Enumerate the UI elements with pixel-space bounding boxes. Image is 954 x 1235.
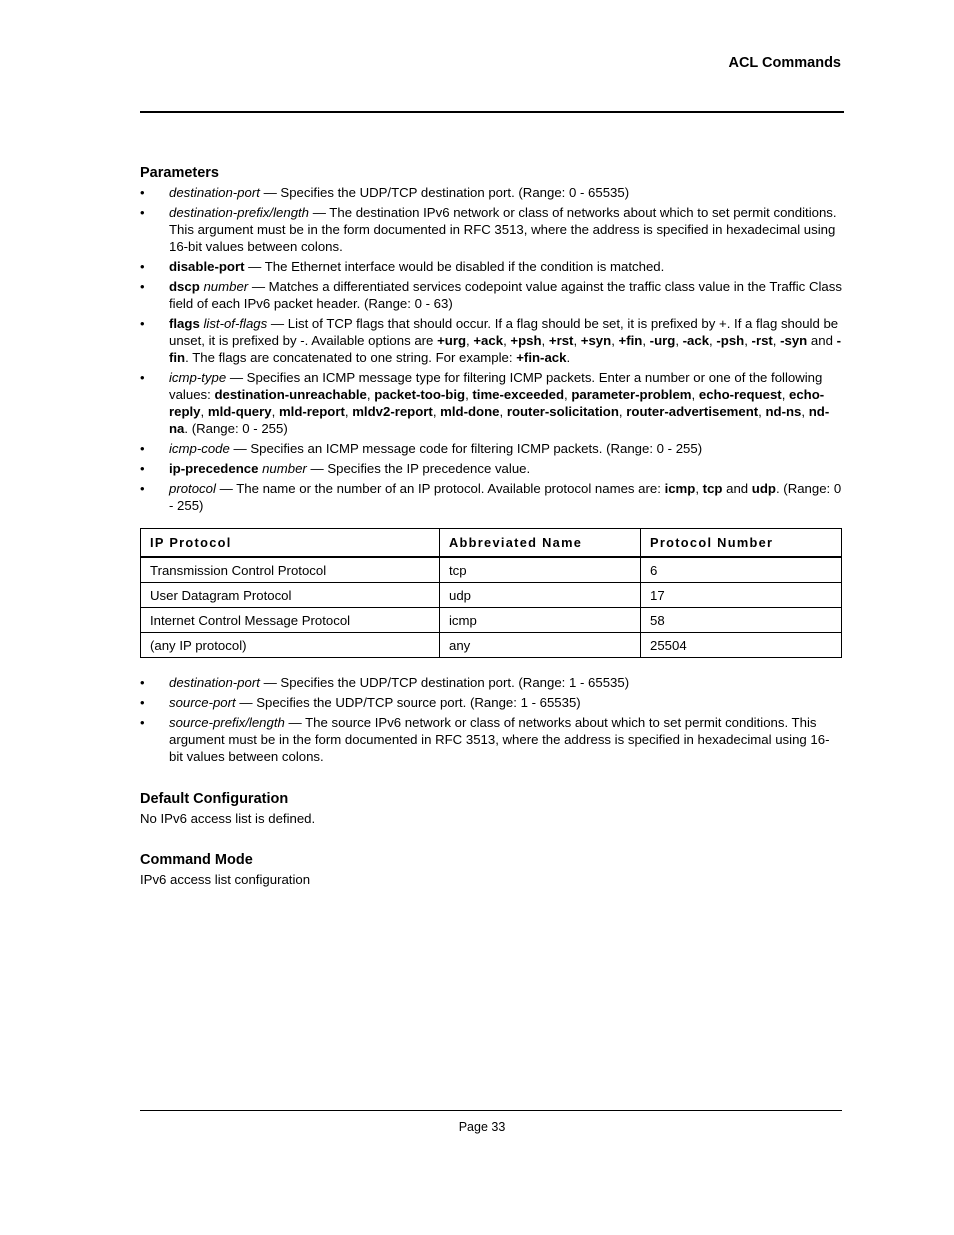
flag-option: -psh — [716, 333, 745, 348]
param-arg: list-of-flags — [203, 316, 268, 331]
param-desc: — Specifies an ICMP message code for filtering ICMP packets. (Range: 0 - 255) — [229, 441, 703, 456]
flag-option: -fin — [169, 333, 841, 365]
bullet-icon: • — [140, 316, 145, 331]
param-keyword: dscp — [169, 279, 200, 294]
bullet-icon: • — [140, 461, 145, 476]
param-keyword: flags — [169, 316, 200, 331]
flag-option: +fin — [618, 333, 643, 348]
param-desc: — The destination IPv6 network or class of networks about which to set permit conditions. This argument must be in the form documented in RFC 3513, where the address is specified in hexadecimal using 16-bit values between colons. — [169, 205, 837, 254]
icmp-value: router-advertisement — [626, 404, 759, 419]
default-configuration-text: No IPv6 access list is defined. — [140, 811, 316, 826]
icmp-value: packet-too-big — [374, 387, 466, 402]
bullet-icon: • — [140, 205, 145, 220]
bullet-icon: • — [140, 441, 145, 456]
flag-example: +fin-ack — [516, 350, 567, 365]
footer-divider — [140, 1110, 842, 1111]
table-cell: udp — [440, 583, 641, 608]
param-desc: . (Range: 0 - 255) — [169, 481, 842, 513]
bullet-icon: • — [140, 370, 145, 385]
page-number: Page 33 — [458, 1120, 506, 1134]
table-cell: Transmission Control Protocol — [141, 557, 440, 583]
table-cell: User Datagram Protocol — [141, 583, 440, 608]
table-row — [141, 608, 842, 633]
param-name: destination-prefix/length — [169, 205, 310, 220]
param-desc: . The flags are concatenated to one string. For example: — [185, 350, 517, 365]
param-icmp-code — [140, 440, 842, 457]
param-desc: — Specifies the IP precedence value. — [306, 461, 531, 476]
flag-option: +ack — [473, 333, 504, 348]
param-arg: number — [262, 461, 307, 476]
page-content — [140, 164, 842, 888]
icmp-value: nd-na — [169, 404, 830, 436]
flag-option: +rst — [548, 333, 574, 348]
param-desc: — Matches a differentiated services codepoint value against the traffic class value in the Traffic Class field of each IPv6 packet header. (Range: 0 - 63) — [169, 279, 842, 311]
table-cell: 25504 — [641, 633, 842, 658]
header-divider — [140, 111, 844, 113]
bullet-icon: • — [140, 675, 145, 690]
param-icmp-type: • icmp-type — Specifies an ICMP message type for filtering ICMP packets. Enter a number or one of the following values: destination-unreachable, packet-too-big, time-exceeded, parameter-problem, echo-request, echo-reply, mld-query, mld-report, mldv2-report, mld-done, router-solicitation, router-advertisement, nd-ns, nd-na. (Range: 0 - 255) — [140, 370, 830, 436]
icmp-value: time-exceeded — [472, 387, 565, 402]
table-cell: 17 — [641, 583, 842, 608]
flag-option: -syn — [780, 333, 808, 348]
bullet-icon: • — [140, 481, 145, 496]
table-row — [141, 583, 842, 608]
column-header: Abbreviated Name — [440, 529, 641, 558]
flag-option: -ack — [682, 333, 710, 348]
param-name: icmp-code — [169, 441, 230, 456]
icmp-value: mldv2-report — [352, 404, 433, 419]
table-cell: 6 — [641, 557, 842, 583]
spacer — [140, 768, 842, 790]
table-cell: tcp — [440, 557, 641, 583]
param-desc: — List of TCP flags that should occur. If a flag should be set, it is prefixed by +. If a flag should be unset, it is prefixed by -. Available options are — [169, 316, 839, 348]
param-name: protocol — [169, 481, 216, 496]
bullet-icon: • — [140, 715, 145, 730]
param-source-prefix — [140, 714, 842, 765]
page-header-title: ACL Commands — [728, 55, 841, 71]
bullet-icon: • — [140, 185, 145, 200]
column-header: IP Protocol — [141, 529, 440, 558]
default-configuration-heading: Default Configuration — [140, 791, 289, 807]
param-destination-prefix — [140, 204, 842, 255]
table-cell: Internet Control Message Protocol — [141, 608, 440, 633]
icmp-value: echo-reply — [169, 387, 825, 419]
param-keyword: ip-precedence — [169, 461, 259, 476]
table-header-row — [141, 529, 842, 558]
icmp-value: parameter-problem — [571, 387, 692, 402]
param-flags: • flags list-of-flags — List of TCP flags that should occur. If a flag should be set, it is prefixed by +. If a flag should be unset, it is prefixed by -. Available options are +urg, +ack, +psh, +rst, +syn, +fin, -urg, -ack, -psh, -rst, -syn and -fin. The flags are concatenated to one string. For example: +fin-ack. — [140, 316, 841, 365]
param-ip-precedence — [140, 460, 842, 477]
icmp-value: nd-ns — [765, 404, 802, 419]
protocol-name: udp — [751, 481, 776, 496]
flag-option: -urg — [649, 333, 676, 348]
param-desc: — Specifies the UDP/TCP destination port. (Range: 1 - 65535) — [259, 675, 630, 690]
param-desc: — Specifies an ICMP message type for filtering ICMP packets. Enter a number or one of the following values: — [169, 370, 823, 402]
icmp-value: mld-report — [278, 404, 345, 419]
column-header: Protocol Number — [641, 529, 842, 558]
spacer — [140, 827, 842, 851]
parameters-heading: Parameters — [140, 165, 219, 181]
icmp-value: mld-query — [207, 404, 272, 419]
table-row — [141, 557, 842, 583]
param-name: destination-port — [169, 185, 260, 200]
table-cell: 58 — [641, 608, 842, 633]
protocol-name: tcp — [702, 481, 723, 496]
param-desc: — The source IPv6 network or class of networks about which to set permit conditions. This argument must be in the form documented in RFC 3513, where the address is specified in hexadecimal using 16-bit values between colons. — [169, 715, 830, 764]
param-dscp — [140, 278, 842, 312]
icmp-value: router-solicitation — [506, 404, 619, 419]
param-protocol: • protocol — The name or the number of an IP protocol. Available protocol names are: icmp, tcp and udp. (Range: 0 - 255) — [140, 481, 842, 513]
protocol-name: icmp — [664, 481, 696, 496]
flag-option: +psh — [510, 333, 542, 348]
param-name: source-prefix/length — [169, 715, 285, 730]
param-desc: — The Ethernet interface would be disabled if the condition is matched. — [244, 259, 665, 274]
command-mode-heading: Command Mode — [140, 852, 253, 868]
param-destination-port — [140, 184, 842, 201]
param-disable-port — [140, 258, 842, 275]
command-mode-text: IPv6 access list configuration — [140, 872, 311, 887]
bullet-icon: • — [140, 695, 145, 710]
bullet-icon: • — [140, 279, 145, 294]
icmp-value: mld-done — [440, 404, 500, 419]
param-desc: . (Range: 0 - 255) — [184, 421, 288, 436]
parameters-list — [140, 184, 842, 514]
param-source-port — [140, 694, 842, 711]
param-name: destination-port — [169, 675, 260, 690]
table-cell: any — [440, 633, 641, 658]
param-keyword: disable-port — [169, 259, 245, 274]
icmp-value: destination-unreachable — [214, 387, 367, 402]
param-desc: — Specifies the UDP/TCP destination port. (Range: 0 - 65535) — [259, 185, 630, 200]
icmp-value: echo-request — [698, 387, 782, 402]
param-destination-port-2 — [140, 674, 842, 691]
flag-option: +syn — [580, 333, 612, 348]
parameters-list-2 — [140, 674, 842, 765]
bullet-icon: • — [140, 259, 145, 274]
param-name: icmp-type — [169, 370, 227, 385]
flag-option: -rst — [751, 333, 773, 348]
protocol-table — [140, 528, 842, 658]
table-cell: (any IP protocol) — [141, 633, 440, 658]
param-name: source-port — [169, 695, 236, 710]
table-cell: icmp — [440, 608, 641, 633]
param-desc: — Specifies the UDP/TCP source port. (Range: 1 - 65535) — [235, 695, 581, 710]
param-arg: number — [203, 279, 249, 294]
param-desc: — The name or the number of an IP protocol. Available protocol names are: — [215, 481, 665, 496]
flag-option: +urg — [437, 333, 467, 348]
table-row — [141, 633, 842, 658]
